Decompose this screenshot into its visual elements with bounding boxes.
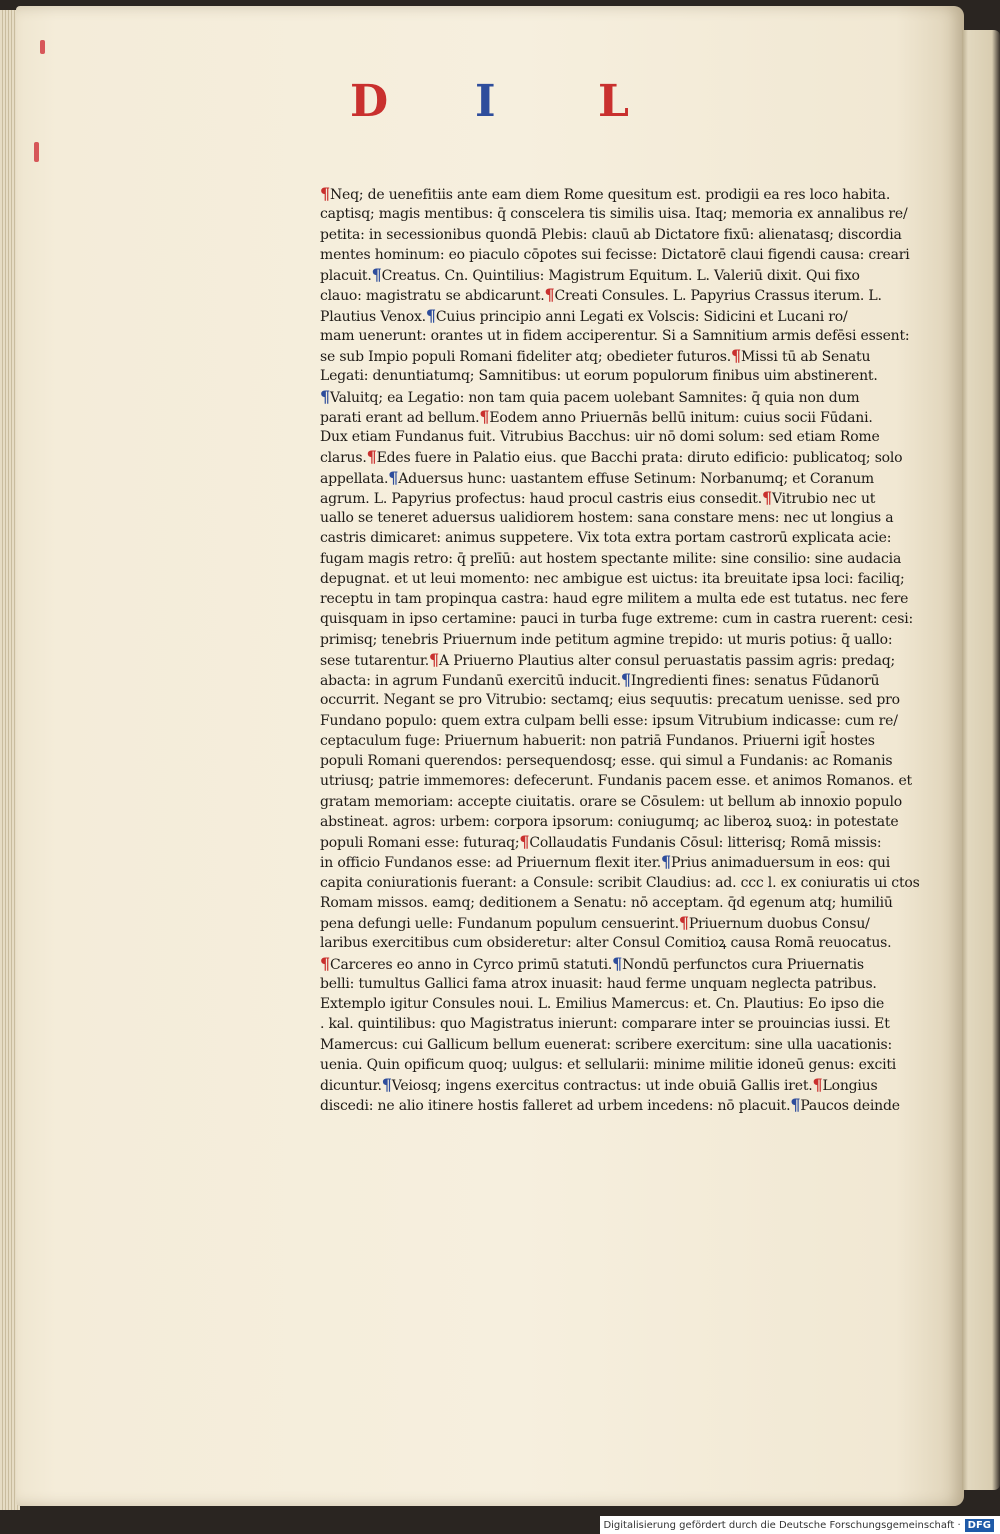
decorated-initial-l: L xyxy=(598,76,629,127)
red-paragraph-mark: ¶ xyxy=(320,184,330,203)
text-line xyxy=(320,569,932,589)
red-paragraph-mark: ¶ xyxy=(544,285,555,305)
header-lettering xyxy=(350,72,650,132)
line-text: capita coniurationis fuerant: a Consule: scribit Claudius: ad. ccc l. ex coniuratis ui ctos xyxy=(320,874,920,891)
text-line xyxy=(320,447,932,467)
blue-paragraph-mark: ¶ xyxy=(381,1075,392,1094)
text-line xyxy=(320,245,932,265)
line-text: Nondū perfunctos cura Priuernatis xyxy=(622,956,864,973)
line-text: Vitrubio nec ut xyxy=(771,490,876,507)
line-text: Priuernum duobus Consu/ xyxy=(688,916,870,932)
margin-red-mark xyxy=(34,142,39,162)
line-text: abstineat. agros: urbem: corpora ipsorum: coniugumq; ac liberoꝝ suoꝝ: in potestate xyxy=(320,813,899,830)
line-text: Fundano populo: quem extra culpam belli esse: ipsum Vitrubium indicasse: cum re/ xyxy=(320,712,898,729)
text-line xyxy=(320,832,932,852)
line-text: Legati: denuntiatumq; Samnitibus: ut eorum populorum finibus uim abstinerent. xyxy=(320,368,878,385)
text-line xyxy=(320,549,932,569)
text-line xyxy=(320,488,932,508)
text-line xyxy=(320,933,932,953)
text-line xyxy=(320,184,932,204)
decorated-initial-d: D xyxy=(350,76,389,127)
line-text: ceptaculum fuge: Priuernum habuerit: non patriā Fundanos. Priuerni igit̄ hostes xyxy=(320,732,875,749)
decorated-initial-i: I xyxy=(475,76,496,127)
line-text: sese tutarentur. xyxy=(320,652,430,669)
facing-page-edge xyxy=(962,30,1000,1490)
text-line xyxy=(320,528,932,548)
red-paragraph-mark: ¶ xyxy=(519,832,530,851)
margin-red-mark xyxy=(40,40,45,54)
line-text: Plautius Venox. xyxy=(320,308,426,325)
text-line xyxy=(320,468,932,488)
text-line xyxy=(320,974,932,994)
line-text: populi Romani querendos: persequendosq; esse. qui simul a Fundanis: ac Romanis xyxy=(320,753,893,769)
blue-paragraph-mark: ¶ xyxy=(620,670,631,689)
line-text: mentes hominum: eo piaculo cōpotes sui fecisse: Dictatorē claui figendi causa: creari xyxy=(320,246,910,263)
text-block xyxy=(320,184,932,1116)
line-text: fugam magis retro: q̄ prelīū: aut hostem spectante milite: sine consilio: sine audacia xyxy=(320,550,902,567)
line-text: pena defungi uelle: Fundanum populum censuerint. xyxy=(320,916,679,932)
line-text: uallo se teneret aduersus ualidiorem hostem: sana constare mens: nec ut longius a xyxy=(320,510,894,526)
line-text: belli: tumultus Gallici fama atrox inuasit: haud ferme unquam neglecta patribus. xyxy=(320,975,877,992)
line-text: in officio Fundanos esse: ad Priuernum flexit iter. xyxy=(320,855,661,872)
line-text: Creatus. Cn. Quintilius: Magistrum Equitum. L. Valeriū dixit. Qui fixo xyxy=(381,268,860,284)
line-text: Eodem anno Priuernās bellū initum: cuius socii Fūdani. xyxy=(489,409,873,426)
line-text: Paucos deinde xyxy=(800,1098,900,1115)
red-paragraph-mark: ¶ xyxy=(479,406,490,426)
text-line xyxy=(320,954,932,974)
red-paragraph-mark: ¶ xyxy=(678,913,689,932)
footer-bar xyxy=(600,1516,1000,1534)
line-text: agrum. L. Papyrius profectus: haud procul castris eius consedit. xyxy=(320,490,762,507)
line-text: Extemplo igitur Consules noui. L. Emilius Mamercus: et. Cn. Plautius: Eo ipso die xyxy=(320,996,885,1012)
text-line xyxy=(320,407,932,427)
text-line xyxy=(320,792,932,812)
text-line xyxy=(320,346,932,366)
line-text: se sub Impio populi Romani fideliter atq; obedieter futuros. xyxy=(320,349,732,365)
text-line xyxy=(320,1014,932,1034)
text-line xyxy=(320,326,932,346)
line-text: clauo: magistratu se abdicarunt. xyxy=(320,288,545,305)
red-paragraph-mark: ¶ xyxy=(761,487,772,507)
line-text: occurrit. Negant se pro Vitrubio: sectamq; eius sequutis: precatum uenisse. sed pro xyxy=(320,692,900,709)
blue-paragraph-mark: ¶ xyxy=(425,305,436,325)
text-line xyxy=(320,1095,932,1115)
line-text: Cuius principio anni Legati ex Volscis: Sidicini et Lucani ro/ xyxy=(435,308,848,325)
text-line xyxy=(320,670,932,690)
text-line xyxy=(320,690,932,710)
text-line xyxy=(320,508,932,528)
line-text: Ingredienti fines: senatus Fūdanorū xyxy=(630,673,880,689)
blue-paragraph-mark: ¶ xyxy=(612,953,623,973)
line-text: receptu in tam propinqua castra: haud egre militem a multa ede est tutatus. nec fere xyxy=(320,591,909,607)
line-text: A Priuerno Plautius alter consul peruastatis passim agris: predaq; xyxy=(439,652,896,669)
text-line xyxy=(320,994,932,1014)
line-text: Mamercus: cui Gallicum bellum euenerat: scribere exercitum: sine ulla uacationis: xyxy=(320,1036,893,1053)
red-paragraph-mark: ¶ xyxy=(320,953,330,973)
line-text: Creati Consules. L. Papyrius Crassus iterum. L. xyxy=(554,288,882,305)
blue-paragraph-mark: ¶ xyxy=(320,386,330,406)
line-text: Aduersus hunc: uastantem effuse Setinum: Norbanumq; et Coranum xyxy=(398,470,875,487)
line-text: Veiosq; ingens exercitus contractus: ut inde obuiā Gallis iret. xyxy=(391,1078,813,1094)
line-text: Neq; de uenefitiis ante eam diem Rome quesitum est. prodigii ea res loco habita. xyxy=(329,187,891,203)
line-text: populi Romani esse: futuraq; xyxy=(320,835,520,851)
line-text: gratam memoriam: accepte ciuitatis. orare se Cōsulem: ut bellum ab innoxio populo xyxy=(320,793,902,810)
text-line xyxy=(320,913,932,933)
text-line xyxy=(320,204,932,224)
text-line xyxy=(320,609,932,629)
text-line xyxy=(320,751,932,771)
line-text: primisq; tenebris Priuernum inde petitum agmine trepido: ut muris potius: q̄ uallo: xyxy=(320,631,893,648)
text-line xyxy=(320,387,932,407)
line-text: quisquam in ipso certamine: pauci in turba fuge extreme: cum in castra ruerent: cesi: xyxy=(320,611,913,628)
line-text: Prius animaduersum in eos: qui xyxy=(670,855,890,872)
line-text: discedi: ne alio itinere hostis falleret ad urbem incedens: nō placuit. xyxy=(320,1098,791,1115)
red-paragraph-mark: ¶ xyxy=(366,447,377,467)
line-text: petita: in secessionibus quondā Plebis: clauū ab Dictatore fixū: alienatasq; discordia xyxy=(320,226,902,243)
red-paragraph-mark: ¶ xyxy=(731,346,742,365)
text-line xyxy=(320,1055,932,1075)
line-text: captisq; magis mentibus: q̄ conscelera tis similis uisa. Itaq; memoria ex annalibus re/ xyxy=(320,206,908,223)
text-line xyxy=(320,893,932,913)
text-line xyxy=(320,225,932,245)
text-line xyxy=(320,650,932,670)
text-line xyxy=(320,589,932,609)
text-line xyxy=(320,1035,932,1055)
line-text: Collaudatis Fundanis Cōsul: litterisq; Romā missis: xyxy=(529,835,882,851)
blue-paragraph-mark: ¶ xyxy=(660,852,671,872)
line-text: laribus exercitibus cum obsideretur: alter Consul Comitioꝝ causa Romā reuocatus. xyxy=(320,935,892,952)
text-line xyxy=(320,771,932,791)
text-line xyxy=(320,427,932,447)
line-text: clarus. xyxy=(320,450,367,467)
text-line xyxy=(320,873,932,893)
red-paragraph-mark: ¶ xyxy=(812,1075,823,1094)
line-text: mam uenerunt: orantes ut in fidem acciperentur. Si a Samnitium armis defēsi essent: xyxy=(320,327,910,344)
blue-paragraph-mark: ¶ xyxy=(371,265,382,284)
line-text: uenia. Quin opificum quoq; uulgus: et sellularii: minime militie idoneū genus: exciti xyxy=(320,1056,897,1073)
text-line xyxy=(320,630,932,650)
line-text: Valuitq; ea Legatio: non tam quia pacem uolebant Samnites: q̄ quia non dum xyxy=(329,389,860,406)
red-paragraph-mark: ¶ xyxy=(429,649,440,669)
line-text: abacta: in agrum Fundanū exercitū inducit. xyxy=(320,673,621,689)
line-text: Edes fuere in Palatio eius. que Bacchi prata: diruto edificio: publicatoq; solo xyxy=(376,450,903,467)
line-text: parati erant ad bellum. xyxy=(320,409,480,426)
footer-credit: Digitalisierung gefördert durch die Deutsche Forschungsgemeinschaft · xyxy=(603,1519,961,1531)
line-text: depugnat. et ut leui momento: nec ambigue est uictus: ita breuitate ipsa loci: faciliq; xyxy=(320,570,905,587)
line-text: dicuntur. xyxy=(320,1078,382,1094)
line-text: appellata. xyxy=(320,470,389,487)
text-line xyxy=(320,731,932,751)
text-line xyxy=(320,1075,932,1095)
line-text: Missi tū ab Senatu xyxy=(741,349,871,365)
text-line xyxy=(320,711,932,731)
line-text: Romam missos. eamq; deditionem a Senatu: nō acceptam. q̄d egenum atq; humiliū xyxy=(320,894,893,911)
text-line xyxy=(320,812,932,832)
blue-paragraph-mark: ¶ xyxy=(388,467,399,487)
text-line xyxy=(320,852,932,872)
line-text: utriusq; patrie immemores: defecerunt. Fundanis pacem esse. et animos Romanos. et xyxy=(320,773,912,790)
line-text: placuit. xyxy=(320,268,372,284)
text-line xyxy=(320,306,932,326)
line-text: Longius xyxy=(822,1078,878,1094)
text-line xyxy=(320,285,932,305)
blue-paragraph-mark: ¶ xyxy=(790,1095,801,1115)
line-text: . kal. quintilibus: quo Magistratus inierunt: comparare inter se prouincias iussi. Et xyxy=(320,1016,890,1033)
line-text: Carceres eo anno in Cyrco primū statuti. xyxy=(329,956,613,973)
line-text: Dux etiam Fundanus fuit. Vitrubius Bacchus: uir nō domi solum: sed etiam Rome xyxy=(320,429,880,445)
text-line xyxy=(320,265,932,285)
dfg-logo: DFG xyxy=(965,1519,994,1532)
text-line xyxy=(320,366,932,386)
line-text: castris dimicaret: animus suppetere. Vix tota extra portam castrorū explicata acie: xyxy=(320,530,892,547)
